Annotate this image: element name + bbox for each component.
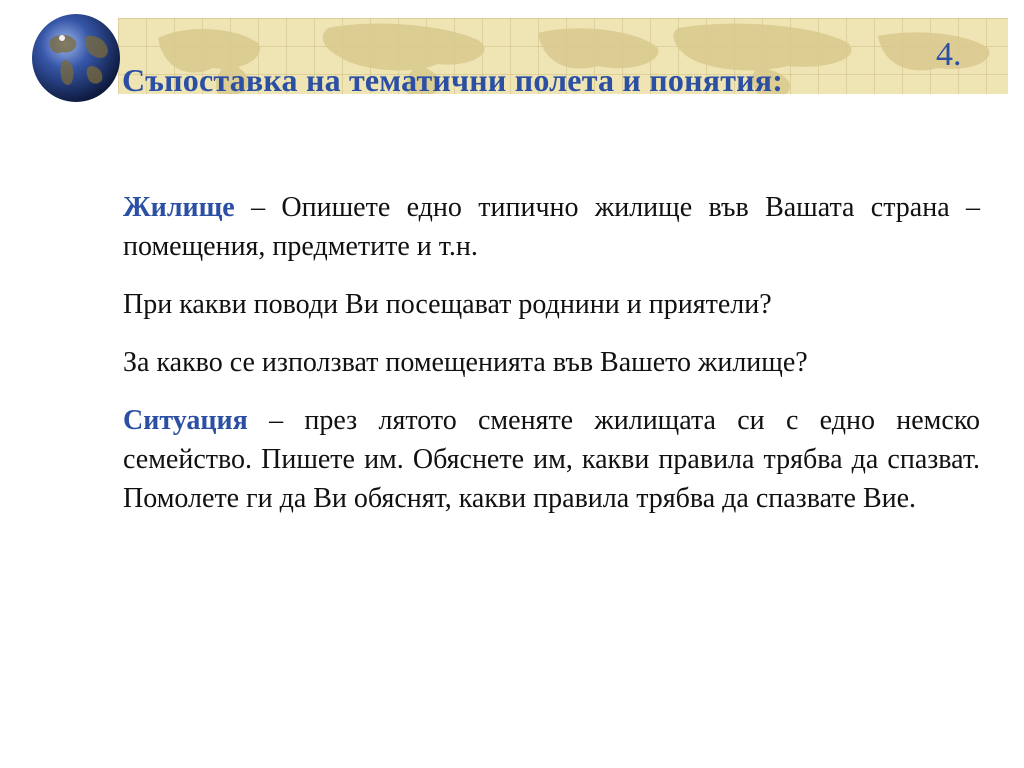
- slide-content: [123, 188, 980, 537]
- rooms-question: За какво се използват помещенията във Вашето жилище?: [123, 347, 808, 378]
- slide-number: 4.: [936, 36, 962, 73]
- situation-keyword: Ситуация: [123, 405, 248, 436]
- housing-paragraph: [123, 188, 980, 266]
- globe-icon: [28, 10, 124, 106]
- housing-text: – Опишете едно типично жилище във Вашата страна – помещения, предметите и т.н.: [123, 192, 980, 262]
- housing-keyword: Жилище: [123, 192, 235, 223]
- slide-title: Съпоставка на тематични полета и понятия:: [122, 62, 784, 98]
- situation-paragraph: [123, 401, 980, 518]
- visitors-question: При какви поводи Ви посещават роднини и приятели?: [123, 289, 772, 320]
- situation-text: – през лятото сменяте жилищата си с едно немско семейство. Пишете им. Обяснете им, какви правила трябва да спазват. Помолете ги да Ви обяснят, какви правила трябва да спазвате Вие.: [123, 405, 980, 514]
